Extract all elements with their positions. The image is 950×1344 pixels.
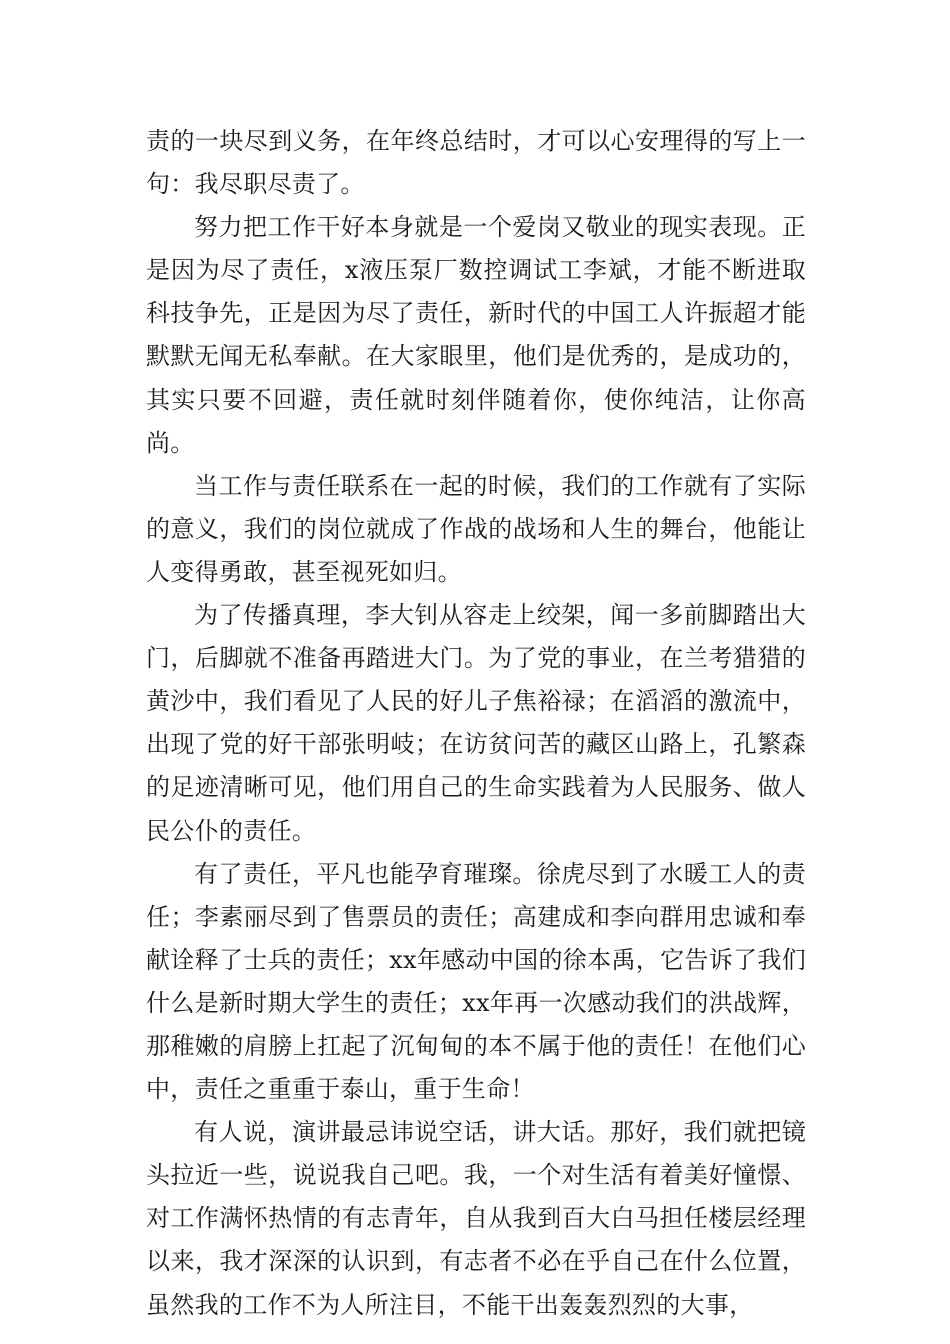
paragraph-continuation: 责的一块尽到义务，在年终总结时，才可以心安理得的写上一句：我尽职尽责了。	[146, 127, 806, 199]
paragraph-dedication: 努力把工作干好本身就是一个爱岗又敬业的现实表现。正是因为尽了责任，x液压泵厂数控调试工李斌，才能不断进取科技争先，正是因为尽了责任，新时代的中国工人许振超才能默默无闻无私奉献。在大家眼里，他们是优秀的，是成功的，其实只要不回避，责任就时刻伴随着你，使你纯洁，让你高尚。	[146, 213, 806, 457]
document-body	[146, 120, 806, 1327]
paragraph-personal: 有人说，演讲最忌讳说空话，讲大话。那好，我们就把镜头拉近一些，说说我自己吧。我，一个对生活有着美好憧憬、对工作满怀热情的有志青年，自从我到百大白马担任楼层经理以来，我才深深的认识到，有志者不必在乎自己在什么位置，虽然我的工作不为人所注目，不能干出轰轰烈烈的大事，	[146, 1118, 806, 1319]
paragraph-historical-examples: 为了传播真理，李大钊从容走上绞架，闻一多前脚踏出大门，后脚就不准备再踏进大门。为了党的事业，在兰考猎猎的黄沙中，我们看见了人民的好儿子焦裕禄；在滔滔的激流中，出现了党的好干部张明岐；在访贫问苦的藏区山路上，孔繁森的足迹清晰可见，他们用自己的生命实践着为人民服务、做人民公仆的责任。	[146, 601, 806, 845]
paragraph-ordinary-heroes: 有了责任，平凡也能孕育璀璨。徐虎尽到了水暖工人的责任；李素丽尽到了售票员的责任；高建成和李向群用忠诚和奉献诠释了士兵的责任；xx年感动中国的徐本禹，它告诉了我们什么是新时期大学生的责任；xx年再一次感动我们的洪战辉，那稚嫩的肩膀上扛起了沉甸甸的本不属于他的责任！在他们心中，责任之重重于泰山，重于生命！	[146, 859, 806, 1104]
paragraph-work-and-responsibility: 当工作与责任联系在一起的时候，我们的工作就有了实际的意义，我们的岗位就成了作战的战场和人生的舞台，他能让人变得勇敢，甚至视死如归。	[146, 471, 806, 586]
